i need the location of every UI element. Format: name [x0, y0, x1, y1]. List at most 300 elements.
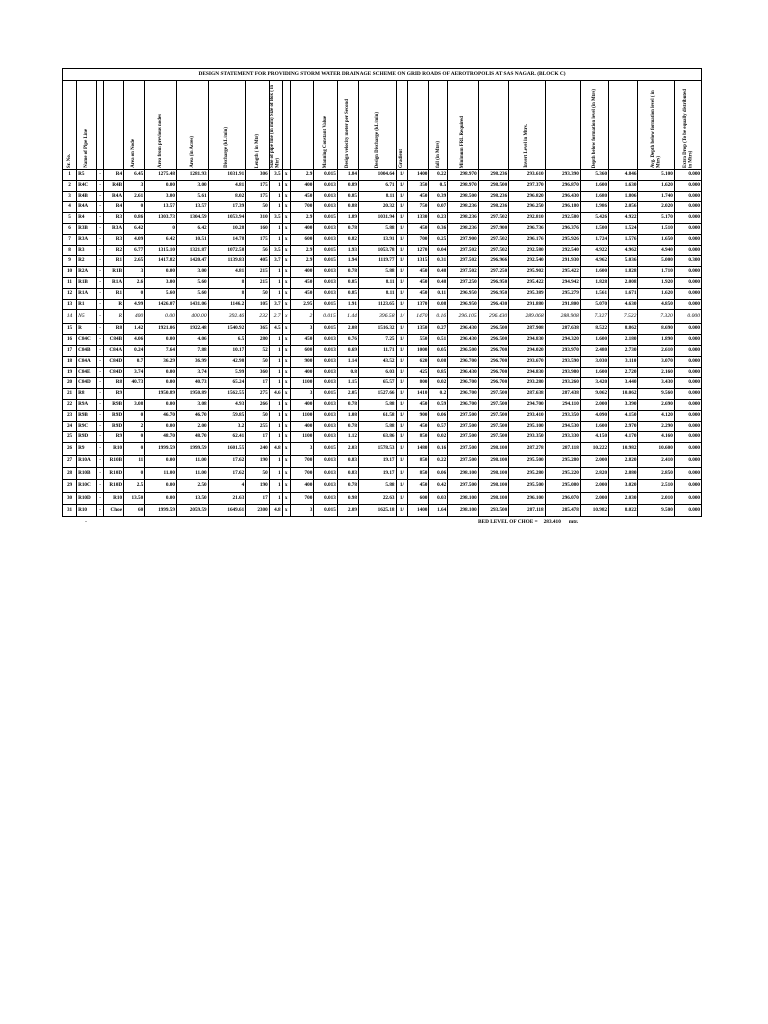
table-cell: 296.950 — [478, 288, 509, 299]
header-cell — [246, 81, 269, 170]
table-cell: 19 — [63, 367, 77, 378]
table-cell: 297.500 — [478, 410, 509, 421]
table-cell: 1/ — [396, 389, 408, 400]
table-cell: 3.5 — [269, 213, 282, 224]
table-cell: 1275.48 — [145, 170, 177, 181]
table-cell: 2.290 — [638, 421, 674, 432]
table-cell: 1270 — [408, 245, 429, 256]
table-cell: - — [97, 256, 104, 267]
table-cell: 1.44 — [337, 310, 358, 324]
table-cell: 0.000 — [674, 443, 701, 455]
table-cell: 3.08 — [176, 399, 208, 410]
table-cell: 17.62 — [208, 467, 246, 479]
table-cell: 4.090 — [580, 410, 608, 421]
table-cell: 5.60 — [176, 288, 208, 299]
header-label: Area (in Acres) — [189, 136, 195, 168]
table-cell: 2.03 — [337, 443, 358, 455]
table-cell: 1/ — [396, 410, 408, 421]
table-cell: 10 — [63, 267, 77, 278]
table-cell: 1053.94 — [208, 213, 246, 224]
table-cell: 0.03 — [429, 492, 448, 504]
table-cell: R10 — [104, 443, 124, 455]
table-cell: R1 — [77, 299, 97, 310]
header-cell — [609, 81, 638, 170]
table-cell: 0.08 — [429, 299, 448, 310]
table-cell: 2.970 — [609, 421, 638, 432]
table-cell: 19.17 — [358, 467, 396, 479]
table-cell: x — [282, 367, 290, 378]
table-body — [63, 170, 702, 517]
table-cell: 0.00 — [145, 310, 177, 324]
table-cell: 215 — [246, 277, 269, 288]
header-label: Name of Pipe Line — [83, 129, 89, 168]
table-cell: R10 — [104, 492, 124, 504]
header-cell — [478, 81, 509, 170]
table-cell: 2.9 — [290, 256, 313, 267]
table-cell: 293.350 — [509, 432, 545, 443]
table-cell: 6.45 — [124, 170, 145, 181]
table-cell: 293.350 — [545, 410, 580, 421]
table-cell: 296.180 — [545, 202, 580, 213]
table-cell: R10D — [104, 480, 124, 492]
table-cell: 450 — [408, 277, 429, 288]
table-cell: 0.013 — [314, 480, 337, 492]
table-cell: 48.70 — [145, 432, 177, 443]
table-cell: 297.500 — [448, 455, 479, 467]
table-cell: 297.500 — [478, 432, 509, 443]
table-row — [63, 345, 702, 356]
table-cell: 5.100 — [638, 170, 674, 181]
table-cell: 298.100 — [448, 467, 479, 479]
table-cell: 550 — [408, 335, 429, 346]
table-cell: 0.06 — [429, 410, 448, 421]
table-cell: 3.7 — [269, 256, 282, 267]
table-cell: 6.77 — [124, 245, 145, 256]
table-cell: 295.100 — [509, 421, 545, 432]
table-row — [63, 256, 702, 267]
header-label: Size of pipe line (in mm) Size of Box ( in Mtr) — [270, 84, 281, 168]
header-label: Gradient — [399, 148, 405, 168]
table-cell: 4.150 — [580, 432, 608, 443]
table-cell: 1/ — [396, 432, 408, 443]
table-cell: 6.5 — [208, 335, 246, 346]
table-cell: 4.160 — [638, 432, 674, 443]
table-cell: C84A — [104, 345, 124, 356]
table-cell: 1 — [269, 410, 282, 421]
table-row — [63, 324, 702, 335]
table-cell: 3.74 — [176, 367, 208, 378]
header-label: Design Discharge (kL/min) — [374, 111, 380, 168]
table-cell — [124, 389, 145, 400]
table-cell: 1315.10 — [145, 245, 177, 256]
table-cell: 1.561 — [580, 288, 608, 299]
footer — [62, 517, 702, 527]
table-cell: - — [97, 410, 104, 421]
table-cell: 1/ — [396, 288, 408, 299]
table-cell: 3.5 — [269, 170, 282, 181]
table-cell: 297.500 — [448, 480, 479, 492]
table-cell: 5.88 — [358, 480, 396, 492]
table-cell: 1 — [269, 432, 282, 443]
table-cell: 1400 — [408, 170, 429, 181]
table-cell: 0.000 — [674, 180, 701, 191]
table-cell: 16 — [63, 335, 77, 346]
table-cell: R9B — [104, 399, 124, 410]
table-cell: 620 — [408, 356, 429, 367]
table-cell: 1/ — [396, 480, 408, 492]
table-cell: 0.000 — [674, 345, 701, 356]
table-cell: 5.88 — [358, 399, 396, 410]
table-cell: 5 — [63, 213, 77, 224]
table-cell: 1146.2 — [208, 299, 246, 310]
table-cell: C84A — [77, 356, 97, 367]
table-cell: 400 — [124, 310, 145, 324]
table-cell: 297.502 — [448, 245, 479, 256]
table-cell: 292.580 — [509, 245, 545, 256]
table-cell: 14 — [63, 310, 77, 324]
table-cell: 400 — [290, 267, 313, 278]
table-cell: 1 — [269, 202, 282, 213]
table-cell: 2 — [124, 421, 145, 432]
table-cell: 400 — [290, 223, 313, 234]
table-cell: 1/ — [396, 467, 408, 479]
table-cell: 0.5 — [429, 180, 448, 191]
table-cell: - — [97, 223, 104, 234]
table-cell: 0 — [145, 223, 177, 234]
table-cell: 1350 — [408, 324, 429, 335]
table-cell: 20.32 — [358, 202, 396, 213]
table-cell: 30 — [63, 492, 77, 504]
header-cell — [674, 81, 701, 170]
table-cell: 0.013 — [314, 467, 337, 479]
table-cell: 293.500 — [478, 505, 509, 517]
table-cell: 1/ — [396, 245, 408, 256]
table-cell: 1.15 — [337, 378, 358, 389]
table-cell: 1.600 — [580, 421, 608, 432]
table-cell: 296.376 — [545, 223, 580, 234]
table-cell: 2.610 — [638, 345, 674, 356]
table-cell: 50 — [246, 410, 269, 421]
table-cell: 1281.93 — [176, 170, 208, 181]
table-cell: R10B — [104, 455, 124, 467]
table-cell: 0.013 — [314, 455, 337, 467]
table-cell: 0.000 — [674, 213, 701, 224]
table-cell: 3.390 — [609, 399, 638, 410]
table-cell: 700 — [408, 234, 429, 245]
header-cell — [448, 81, 479, 170]
table-cell: x — [282, 234, 290, 245]
table-row — [63, 492, 702, 504]
table-cell: 360 — [246, 367, 269, 378]
table-cell: 1 — [269, 467, 282, 479]
table-cell: 0.013 — [314, 223, 337, 234]
table-cell: 288.908 — [545, 310, 580, 324]
table-cell: N5 — [77, 310, 97, 324]
table-cell: 297.500 — [478, 421, 509, 432]
table-cell: 0.013 — [314, 345, 337, 356]
table-cell: 40.73 — [124, 378, 145, 389]
table-cell: 1.600 — [580, 367, 608, 378]
table-cell: 2.510 — [638, 480, 674, 492]
table-cell: 0.48 — [429, 277, 448, 288]
table-row — [63, 432, 702, 443]
table-cell: 4.09 — [124, 234, 145, 245]
table-row — [63, 421, 702, 432]
table-cell: 700 — [290, 202, 313, 213]
table-cell: 6.71 — [358, 180, 396, 191]
table-cell: 1/ — [396, 213, 408, 224]
table-cell: 1 — [63, 170, 77, 181]
table-row — [63, 299, 702, 310]
header-label: Length ( in Mtr) — [254, 133, 260, 168]
table-cell: 0.11 — [429, 288, 448, 299]
table-cell: 2.7 — [269, 310, 282, 324]
table-cell: 26 — [63, 443, 77, 455]
table-cell: 0.000 — [674, 432, 701, 443]
table-cell: 2.65 — [124, 256, 145, 267]
table-cell: C84D — [77, 378, 97, 389]
table-cell: 1527.66 — [358, 389, 396, 400]
table-cell: 65.57 — [358, 378, 396, 389]
table-cell: - — [97, 443, 104, 455]
table-cell: 0.06 — [429, 467, 448, 479]
header-cell — [97, 81, 104, 170]
table-cell: 24 — [63, 421, 77, 432]
table-cell: 13.57 — [145, 202, 177, 213]
table-cell: R5 — [77, 170, 97, 181]
table-cell: 1 — [269, 367, 282, 378]
table-cell: 4.6 — [269, 389, 282, 400]
table-cell: x — [282, 213, 290, 224]
table-cell: 1.89 — [337, 213, 358, 224]
table-cell: 1.620 — [638, 180, 674, 191]
table-cell: 8.022 — [609, 505, 638, 517]
table-cell: 0.25 — [429, 234, 448, 245]
table-cell: 4.81 — [208, 180, 246, 191]
table-cell: 293.610 — [509, 170, 545, 181]
table-cell: 61.58 — [358, 410, 396, 421]
table-cell: 5.88 — [358, 267, 396, 278]
table-cell: 19.17 — [358, 455, 396, 467]
table-cell: 296.950 — [448, 299, 479, 310]
table-cell: 298.100 — [478, 455, 509, 467]
table-cell: 1999.59 — [145, 443, 177, 455]
table-cell: 1/ — [396, 277, 408, 288]
table-cell: 450 — [408, 480, 429, 492]
table-cell: 292.540 — [545, 245, 580, 256]
table-cell: 3.00 — [176, 267, 208, 278]
table-cell: R3 — [104, 234, 124, 245]
header-label: Sr. No. — [66, 153, 72, 168]
table-cell: 298.100 — [478, 443, 509, 455]
table-cell: C84B — [104, 335, 124, 346]
table-cell: 10.982 — [580, 505, 608, 517]
table-cell: 0.000 — [674, 223, 701, 234]
table-cell: 298.236 — [448, 213, 479, 224]
table-cell: 0.013 — [314, 234, 337, 245]
table-cell: 2.000 — [580, 455, 608, 467]
table-cell: - — [97, 180, 104, 191]
table-cell: - — [97, 191, 104, 202]
table-cell: R4C — [77, 180, 97, 191]
table-cell: 297.502 — [448, 256, 479, 267]
table-cell: x — [282, 399, 290, 410]
table-cell: 296.430 — [448, 367, 479, 378]
table-cell: 15 — [63, 324, 77, 335]
table-cell: 2 — [290, 310, 313, 324]
table-cell: 1922.48 — [176, 324, 208, 335]
table-row — [63, 480, 702, 492]
table-cell: 2.730 — [609, 345, 638, 356]
table-cell: 17 — [63, 345, 77, 356]
table-cell: 10.062 — [609, 389, 638, 400]
table-cell: 13.50 — [124, 492, 145, 504]
table-cell: 0.000 — [674, 467, 701, 479]
table-cell: R3A — [104, 223, 124, 234]
table-cell: 2.9 — [290, 170, 313, 181]
table-cell: 1004.64 — [358, 170, 396, 181]
table-cell: R4B — [104, 180, 124, 191]
table-cell: 0.000 — [674, 277, 701, 288]
table-cell: 1 — [269, 223, 282, 234]
table-cell: 25 — [63, 432, 77, 443]
table-cell: 8.11 — [358, 277, 396, 288]
table-cell: 8 — [208, 288, 246, 299]
table-cell: 0.013 — [314, 378, 337, 389]
table-cell: 11.00 — [176, 455, 208, 467]
table-cell: 0 — [124, 467, 145, 479]
header-cell — [176, 81, 208, 170]
table-cell: x — [282, 170, 290, 181]
table-cell: 0.015 — [314, 310, 337, 324]
table-cell: 0.85 — [337, 277, 358, 288]
table-cell: 4.962 — [580, 256, 608, 267]
table-cell: 63.86 — [358, 432, 396, 443]
table-cell: 289.068 — [509, 310, 545, 324]
table-cell: x — [282, 455, 290, 467]
table-cell: 5.070 — [580, 299, 608, 310]
table-cell: 0.07 — [429, 202, 448, 213]
design-statement-sheet — [62, 68, 702, 527]
table-cell: - — [97, 356, 104, 367]
table-cell: - — [97, 367, 104, 378]
table-cell: 20 — [63, 378, 77, 389]
table-cell: 2.880 — [609, 467, 638, 479]
table-cell: 1420.47 — [176, 256, 208, 267]
table-cell: 0.00 — [145, 492, 177, 504]
table-cell: 297.370 — [509, 180, 545, 191]
table-cell: 7.88 — [176, 345, 208, 356]
header-cell — [396, 81, 408, 170]
table-cell: - — [97, 492, 104, 504]
table-cell: 298.970 — [448, 170, 479, 181]
table-cell: 17 — [246, 378, 269, 389]
header-cell — [63, 81, 77, 170]
table-cell: 1 — [269, 335, 282, 346]
table-cell: 2.6 — [124, 277, 145, 288]
table-cell: 1031.91 — [208, 170, 246, 181]
table-cell: 0.00 — [145, 455, 177, 467]
table-cell: - — [97, 505, 104, 517]
header-cell — [408, 81, 429, 170]
table-cell: 0.85 — [429, 367, 448, 378]
table-cell: 450 — [408, 267, 429, 278]
table-cell: 295.280 — [545, 455, 580, 467]
table-cell: 0.8 — [337, 367, 358, 378]
table-cell: C84C — [77, 335, 97, 346]
table-cell: 298.500 — [478, 180, 509, 191]
table-cell: - — [97, 455, 104, 467]
table-cell: 1/ — [396, 324, 408, 335]
table-cell: 3 — [124, 180, 145, 191]
table-cell: C84D — [104, 367, 124, 378]
table-cell: 291.800 — [545, 299, 580, 310]
table-cell: 10.17 — [208, 345, 246, 356]
table-cell: 11.71 — [358, 345, 396, 356]
table-cell: R — [104, 299, 124, 310]
table-cell: 17 — [246, 492, 269, 504]
header-cell — [208, 81, 246, 170]
table-cell: Choe — [104, 505, 124, 517]
table-row — [63, 288, 702, 299]
table-cell: 0.23 — [429, 213, 448, 224]
table-cell: R4A — [77, 202, 97, 213]
table-cell: 1.650 — [638, 234, 674, 245]
table-cell: 18 — [63, 356, 77, 367]
table-cell: 6.03 — [358, 367, 396, 378]
table-cell: 1578.53 — [358, 443, 396, 455]
table-cell: 1303.73 — [145, 213, 177, 224]
table-cell: 3 — [290, 505, 313, 517]
header-cell — [358, 81, 396, 170]
table-cell: 2.410 — [638, 455, 674, 467]
table-cell: - — [97, 202, 104, 213]
table-cell: 296.176 — [509, 234, 545, 245]
table-row — [63, 191, 702, 202]
table-cell: 1.94 — [337, 256, 358, 267]
table-cell: 1330 — [408, 213, 429, 224]
table-cell: 4.940 — [638, 245, 674, 256]
table-cell: R9 — [104, 389, 124, 400]
table-cell: 0.22 — [429, 455, 448, 467]
table-cell: 0.02 — [429, 432, 448, 443]
table-cell: 1.08 — [337, 410, 358, 421]
table-cell: 297.500 — [448, 421, 479, 432]
table-cell: 1/ — [396, 345, 408, 356]
table-cell: 3.7 — [269, 299, 282, 310]
table-cell: 2.160 — [638, 367, 674, 378]
table-cell: 10.600 — [638, 443, 674, 455]
table-cell: 10.51 — [176, 234, 208, 245]
table-cell: 0.76 — [337, 335, 358, 346]
table-cell: R1B — [77, 277, 97, 288]
table-cell: 295.389 — [509, 288, 545, 299]
table-cell: R4B — [77, 191, 97, 202]
header-cell — [314, 81, 337, 170]
table-cell: 29 — [63, 480, 77, 492]
table-cell: 296.070 — [545, 492, 580, 504]
table-cell: 6.42 — [124, 223, 145, 234]
table-cell: 287.638 — [545, 324, 580, 335]
table-cell: x — [282, 202, 290, 213]
table-cell: 5.88 — [358, 223, 396, 234]
table-cell: 800 — [408, 378, 429, 389]
table-cell: 22.63 — [358, 492, 396, 504]
table-cell: 0.39 — [429, 191, 448, 202]
header-row — [63, 81, 702, 170]
table-cell: x — [282, 191, 290, 202]
table-cell: 296.950 — [478, 277, 509, 288]
